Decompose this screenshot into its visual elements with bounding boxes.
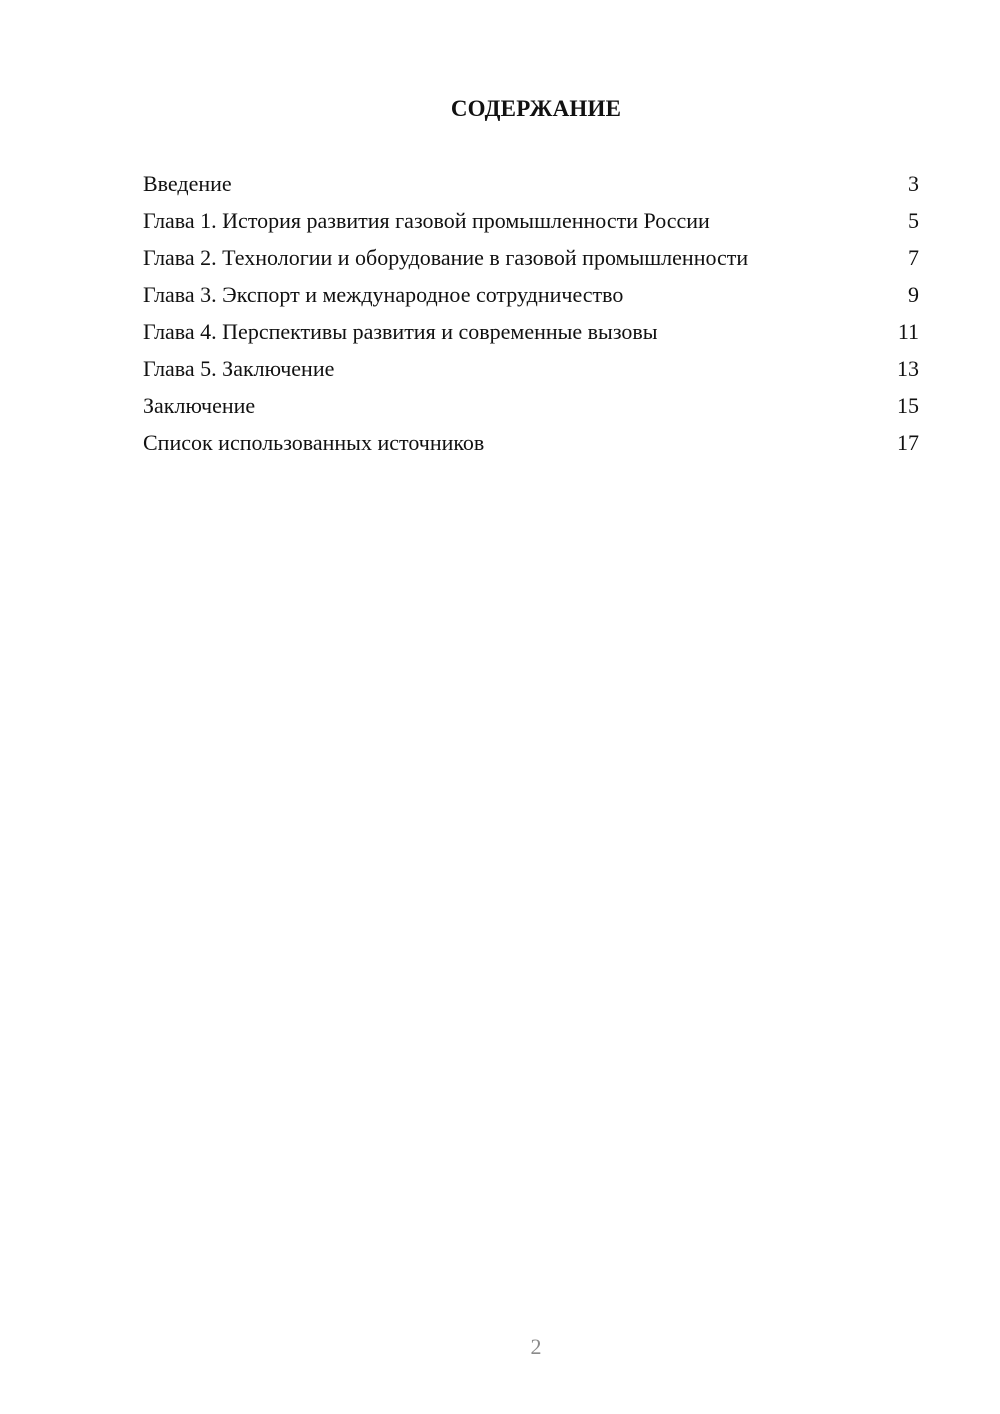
toc-entry-page: 17 — [897, 430, 919, 455]
toc-entry-label: Глава 5. Заключение — [143, 356, 335, 381]
toc-entry-chapter-4[interactable] — [143, 316, 919, 348]
toc-entry-chapter-3[interactable] — [143, 279, 919, 311]
toc-entry-label: Заключение — [143, 393, 256, 418]
toc-entry-page: 9 — [908, 282, 919, 307]
toc-entry-references[interactable] — [143, 427, 919, 459]
page-number: 2 — [530, 1334, 542, 1359]
toc-entry-label: Список использованных источников — [143, 430, 485, 455]
toc-entry-introduction[interactable] — [143, 168, 919, 200]
toc-entry-chapter-5[interactable] — [143, 353, 919, 385]
toc-entry-page: 5 — [908, 208, 919, 233]
toc-entry-chapter-1[interactable] — [143, 205, 919, 237]
toc-entry-page: 15 — [897, 393, 919, 418]
toc-entry-page: 3 — [908, 171, 919, 196]
toc-entry-label: Глава 4. Перспективы развития и современные вызовы — [143, 319, 658, 344]
toc-entry-chapter-2[interactable] — [143, 242, 919, 274]
toc-entry-label: Глава 2. Технологии и оборудование в газовой промышленности — [143, 245, 749, 270]
page-title: СОДЕРЖАНИЕ — [450, 96, 622, 121]
toc-entry-page: 7 — [908, 245, 919, 270]
toc-entry-conclusion[interactable] — [143, 390, 919, 422]
toc-entry-label: Введение — [143, 171, 232, 196]
toc-entry-page: 13 — [897, 356, 919, 381]
table-of-contents — [143, 168, 919, 464]
toc-entry-label: Глава 1. История развития газовой промышленности России — [143, 208, 710, 233]
toc-entry-label: Глава 3. Экспорт и международное сотрудничество — [143, 282, 624, 307]
toc-entry-page: 11 — [897, 319, 919, 344]
